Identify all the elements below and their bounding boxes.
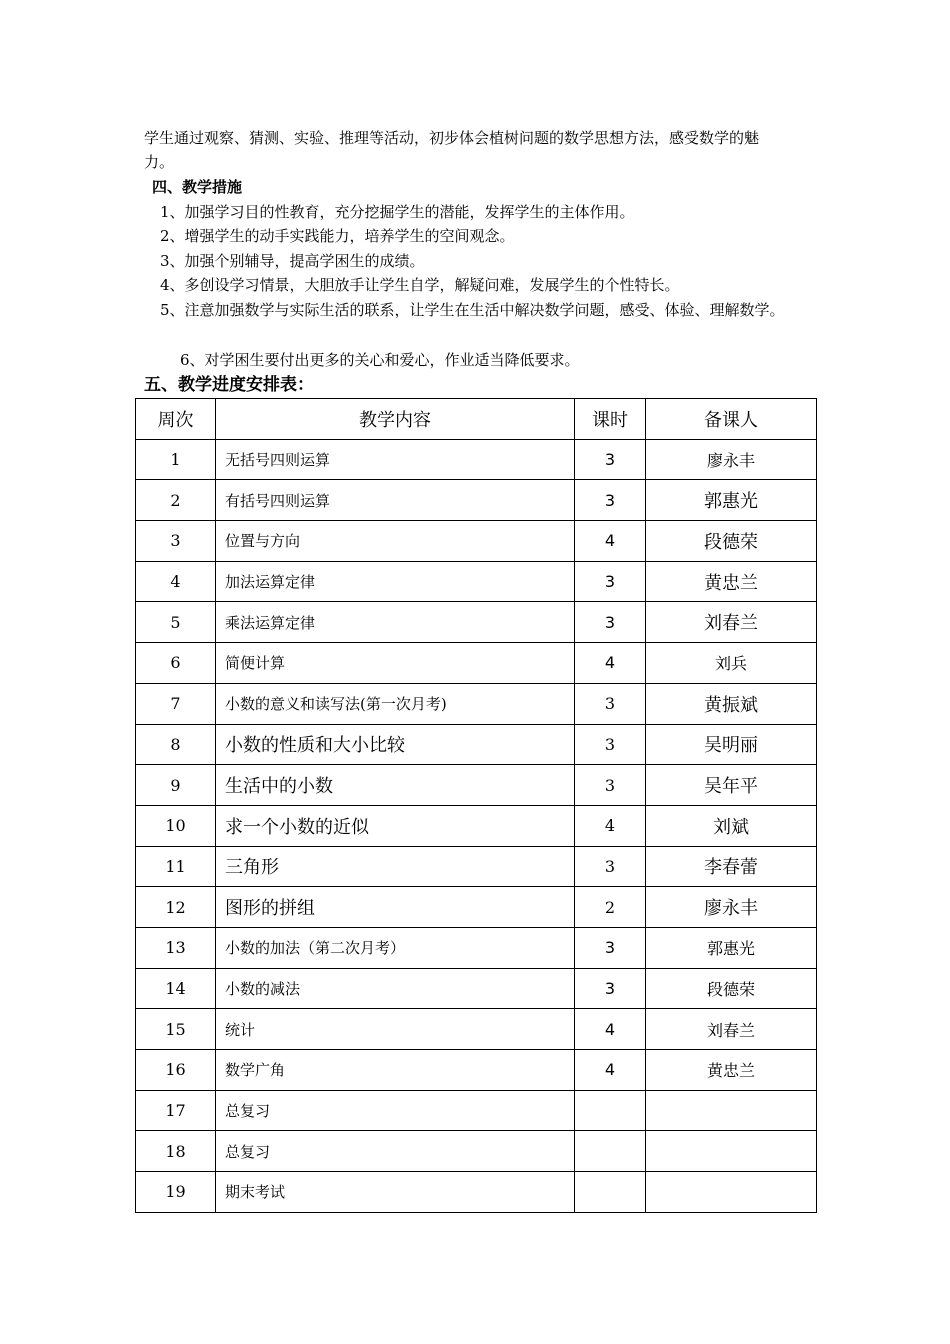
- cell-content: 小数的减法: [216, 968, 575, 1009]
- schedule-table: [135, 398, 817, 1213]
- measure-item-3: 3、加强个别辅导，提高学困生的成绩。: [160, 252, 425, 270]
- cell-hours: 4: [575, 521, 646, 562]
- cell-hours: 4: [575, 805, 646, 846]
- cell-week: 2: [136, 480, 216, 521]
- cell-week: 7: [136, 683, 216, 724]
- table-row: [136, 480, 817, 521]
- cell-teacher: 黄振斌: [646, 683, 817, 724]
- cell-week: 14: [136, 968, 216, 1009]
- cell-content: 小数的加法（第二次月考）: [216, 927, 575, 968]
- intro-line-1: 学生通过观察、猜测、实验、推理等活动，初步体会植树问题的数学思想方法，感受数学的魅: [144, 129, 760, 147]
- cell-week: 1: [136, 439, 216, 480]
- table-row: [136, 643, 817, 684]
- cell-week: 11: [136, 846, 216, 887]
- cell-teacher: 段德荣: [646, 968, 817, 1009]
- cell-teacher: [646, 1131, 817, 1172]
- cell-content: 位置与方向: [216, 521, 575, 562]
- table-row: [136, 1009, 817, 1050]
- cell-content: 数学广角: [216, 1050, 575, 1091]
- cell-content: 简便计算: [216, 643, 575, 684]
- cell-hours: 3: [575, 724, 646, 765]
- cell-content: 总复习: [216, 1090, 575, 1131]
- cell-hours: 3: [575, 765, 646, 806]
- cell-content: 图形的拼组: [216, 887, 575, 928]
- cell-week: 17: [136, 1090, 216, 1131]
- cell-week: 10: [136, 805, 216, 846]
- cell-teacher: 李春蕾: [646, 846, 817, 887]
- cell-teacher: 郭惠光: [646, 927, 817, 968]
- table-row: [136, 1050, 817, 1091]
- measure-item-4: 4、多创设学习情景，大胆放手让学生自学，解疑问难，发展学生的个性特长。: [160, 276, 680, 294]
- cell-content: 小数的性质和大小比较: [216, 724, 575, 765]
- cell-content: 无括号四则运算: [216, 439, 575, 480]
- table-row: [136, 1131, 817, 1172]
- cell-hours: 3: [575, 683, 646, 724]
- cell-week: 9: [136, 765, 216, 806]
- cell-content: 统计: [216, 1009, 575, 1050]
- header-hours: 课时: [575, 399, 646, 440]
- measure-item-2: 2、增强学生的动手实践能力，培养学生的空间观念。: [160, 227, 515, 245]
- cell-content: 加法运算定律: [216, 561, 575, 602]
- cell-teacher: 吴年平: [646, 765, 817, 806]
- table-header-row: [136, 399, 817, 440]
- table-row: [136, 602, 817, 643]
- header-content: 教学内容: [216, 399, 575, 440]
- measure-item-1: 1、加强学习目的性教育，充分挖掘学生的潜能，发挥学生的主体作用。: [160, 203, 635, 221]
- cell-week: 19: [136, 1172, 216, 1213]
- cell-hours: 3: [575, 927, 646, 968]
- cell-teacher: 黄忠兰: [646, 1050, 817, 1091]
- table-row: [136, 887, 817, 928]
- cell-teacher: 刘兵: [646, 643, 817, 684]
- table-row: [136, 765, 817, 806]
- cell-hours: 3: [575, 846, 646, 887]
- cell-hours: 4: [575, 1009, 646, 1050]
- cell-hours: [575, 1090, 646, 1131]
- cell-hours: 4: [575, 1050, 646, 1091]
- cell-week: 3: [136, 521, 216, 562]
- cell-teacher: 刘春兰: [646, 1009, 817, 1050]
- cell-teacher: 黄忠兰: [646, 561, 817, 602]
- cell-teacher: [646, 1090, 817, 1131]
- cell-week: 18: [136, 1131, 216, 1172]
- table-row: [136, 439, 817, 480]
- cell-teacher: 廖永丰: [646, 887, 817, 928]
- table-row: [136, 927, 817, 968]
- table-row: [136, 683, 817, 724]
- cell-teacher: 刘春兰: [646, 602, 817, 643]
- header-teacher: 备课人: [646, 399, 817, 440]
- cell-content: 三角形: [216, 846, 575, 887]
- cell-content: 求一个小数的近似: [216, 805, 575, 846]
- cell-week: 12: [136, 887, 216, 928]
- cell-content: 总复习: [216, 1131, 575, 1172]
- intro-line-2: 力。: [144, 153, 175, 171]
- cell-content: 乘法运算定律: [216, 602, 575, 643]
- cell-content: 期末考试: [216, 1172, 575, 1213]
- table-row: [136, 1090, 817, 1131]
- cell-teacher: [646, 1172, 817, 1213]
- measure-item-6: 6、对学困生要付出更多的关心和爱心，作业适当降低要求。: [180, 351, 580, 369]
- cell-content: 生活中的小数: [216, 765, 575, 806]
- cell-hours: 3: [575, 439, 646, 480]
- header-week: 周次: [136, 399, 216, 440]
- cell-teacher: 吴明丽: [646, 724, 817, 765]
- cell-hours: [575, 1131, 646, 1172]
- table-row: [136, 561, 817, 602]
- cell-content: 小数的意义和读写法(第一次月考): [216, 683, 575, 724]
- cell-content: 有括号四则运算: [216, 480, 575, 521]
- cell-hours: 3: [575, 602, 646, 643]
- cell-hours: [575, 1172, 646, 1213]
- table-row: [136, 968, 817, 1009]
- schedule-title: 五、教学进度安排表：: [144, 375, 314, 395]
- cell-week: 8: [136, 724, 216, 765]
- cell-hours: 2: [575, 887, 646, 928]
- cell-hours: 3: [575, 480, 646, 521]
- table-row: [136, 805, 817, 846]
- cell-teacher: 刘斌: [646, 805, 817, 846]
- cell-week: 15: [136, 1009, 216, 1050]
- measure-item-5: 5、注意加强数学与实际生活的联系，让学生在生活中解决数学问题，感受、体验、理解数学。: [160, 301, 785, 319]
- cell-week: 4: [136, 561, 216, 602]
- cell-week: 13: [136, 927, 216, 968]
- cell-hours: 4: [575, 643, 646, 684]
- table-row: [136, 1172, 817, 1213]
- table-row: [136, 846, 817, 887]
- table-row: [136, 724, 817, 765]
- cell-teacher: 郭惠光: [646, 480, 817, 521]
- cell-hours: 3: [575, 968, 646, 1009]
- cell-week: 5: [136, 602, 216, 643]
- cell-teacher: 段德荣: [646, 521, 817, 562]
- table-row: [136, 521, 817, 562]
- cell-teacher: 廖永丰: [646, 439, 817, 480]
- cell-hours: 3: [575, 561, 646, 602]
- cell-week: 16: [136, 1050, 216, 1091]
- cell-week: 6: [136, 643, 216, 684]
- measures-heading: 四、教学措施: [152, 178, 243, 196]
